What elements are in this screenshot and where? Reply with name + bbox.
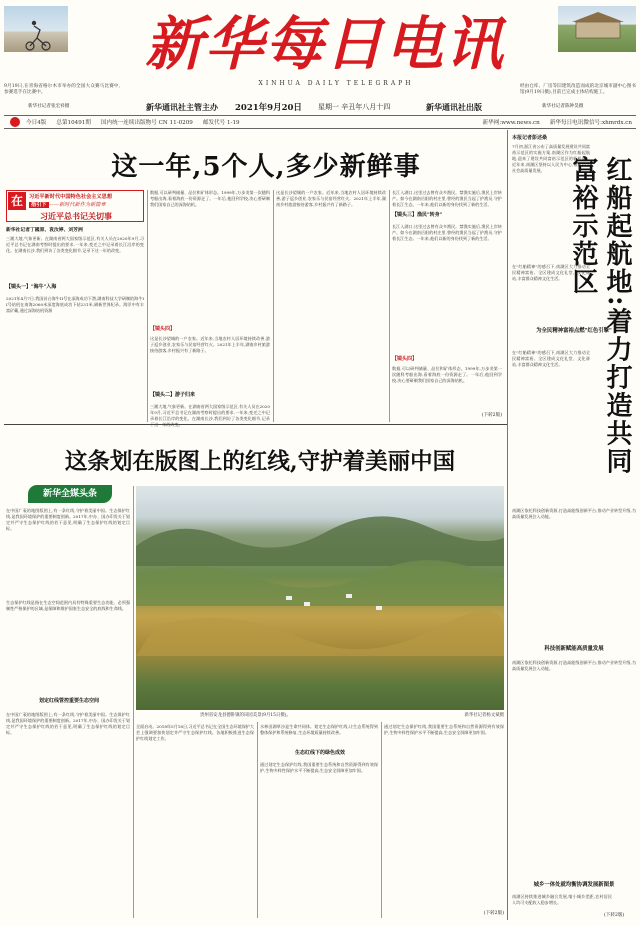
article2-badge [28, 485, 112, 503]
article2-sub2: 生态红线下的绿色成效 [294, 750, 345, 756]
masthead-right-credit: 新华社记者陈钟昊摄 [542, 104, 584, 109]
infobar-bottom-rule [4, 128, 636, 129]
article-divider [4, 424, 507, 425]
infobar-pages: 今日4版 [26, 120, 47, 126]
sidebar-sub2: 科技创新赋能高质量发展 [544, 646, 604, 652]
infobar-cn: 国内统一连续出版物号 CN 11-0209 [100, 120, 193, 126]
article1-col3-text: 这是长沙望城的一户农家。近年来,当地农村人居环境持续改善,游子返乡创业,农家乐与民宿经营红火。2021年上半年,湖南乡村旅游接待游客,乡村振兴有了新路子。 [276, 190, 386, 208]
article2-col1c-text: 在中国广袤的地图版图上,有一条红线,守护着美丽中国。生态保护红线,是我国环境保护的重要制度创新。2017年,中办、国办印发关于划定并严守生态保护红线的若干意见,明确了生态保护红线的划定目标。 [6, 712, 130, 736]
article1-sub4: 【镜头四】 [392, 356, 418, 362]
masthead-title-en: XINHUA DAILY TELEGRAPH [258, 80, 414, 87]
landscape-hills-icon [136, 486, 504, 710]
article2-photo-credit: 新华社记者杨文斌摄 [464, 713, 504, 718]
building-icon [558, 6, 636, 52]
article1-headline: 这一年,5个人,多少新鲜事 [111, 152, 421, 182]
infobar-post: 邮发代号 1-19 [202, 120, 240, 126]
kicker-line2-b: ——新时代新作为新篇章 [48, 202, 106, 208]
article2-col4-text: 通过划定生态保护红线,我国重要生态系统和自然资源得到有效保护,生物多样性保护水平不断提高,生态安全屏障更加牢固。 [384, 724, 504, 736]
article1-col-rule-3 [389, 190, 390, 422]
sidebar-text-1: 7月初,浙江省公布了高质量发展建设共同富裕示范区的实施方案,南湖区作为红船起航地,迎来了建设共同富裕示范区的新机遇。近年来,南湖区坚持以人民为中心,推进经济社会高质量发展。 [512, 144, 590, 174]
article1-col4b-text: 长江入湖口,这里过去曾有众多渔民。禁渔实施后,渔民上岸转产。如今在湖南岳阳的村庄里,曾经的渔民当起了护渔员,守护着长江生态。一年来,他们以新的身份找到了新的生活。 [392, 224, 502, 242]
article2-col-rule-2 [257, 722, 258, 918]
article2-col-rule-1 [133, 486, 134, 918]
article1-col2b-text: 这是长沙望城的一户农家。近年来,当地农村人居环境持续改善,游子返乡创业,农家乐与民宿经营红火。2021年上半年,湖南乡村旅游接待游客,乡村振兴有了新路子。 [150, 336, 270, 354]
article2-headline: 这条划在版图上的红线,守护着美丽中国 [64, 449, 456, 475]
article2-photo [136, 486, 504, 710]
infobar-web: 新华网:www.news.cn [482, 120, 540, 126]
sidebar-text-3: 在"红船精神"的感召下,南湖区大力推动全民精神富裕。全区建成文化礼堂、文化驿站,丰富群众精神文化生活。 [512, 350, 590, 368]
sidebar-text-5: 南湖区依托科技创新资源,打造高能级创新平台,推动产业转型升级,为高质量发展注入动能。 [512, 660, 636, 672]
article1-sub2: 【镜头二】游子归来 [150, 392, 196, 398]
article2-col-rule-3 [381, 722, 382, 918]
infobar-top-rule [4, 115, 636, 116]
article1-col-rule-1 [147, 190, 148, 422]
article2-badge-label: 新华全媒头条 [42, 489, 97, 499]
article1-sub3: 【镜头三】渔民"转身" [392, 212, 443, 218]
article1-col4c-text: 数据,可以研判储量、品位和矿体形态。1999年,万步炎第一次随科考船出海,看着海底一份资源走了。一年后,他回到学校,决心要研制我们国家自己的深海钻机。 [392, 366, 502, 384]
article2-col3b-text: 通过划定生态保护红线,我国重要生态系统和自然资源得到有效保护,生物多样性保护水平不断提高,生态安全屏障更加牢固。 [260, 762, 378, 774]
masthead-title: 新华每日电讯 [144, 10, 505, 78]
article2-col1b-text: 生态保护红线是指在生态空间范围内具有特殊重要生态功能、必须强制性严格保护的区域,是保障和维护国家生态安全的底线和生命线。 [6, 600, 130, 612]
masthead-right-caption: 经由仓库、厂房等旧建筑改造而成的北京城市副中心图书馆(9月19日摄),目前已完成主体结构施工。 [520, 84, 636, 96]
kicker-line2 [29, 201, 106, 208]
article2-jump[interactable]: (下转2版) [483, 911, 504, 916]
masthead-left-credit: 新华社记者张宏祥摄 [28, 104, 70, 109]
sidebar-text-2: 在"红船精神"的感召下,南湖区大力推动全民精神富裕。全区建成文化礼堂、文化驿站,丰富群众精神文化生活。 [512, 264, 590, 282]
article2-photo-caption: 贵州省安龙县德卧镇的田园美景(9月15日摄)。 [200, 713, 291, 718]
article1-byline: 新华社记者丁國原、袁汝婷、刘芳洲 [6, 227, 83, 233]
infobar-issue: 总第10491期 [56, 120, 91, 126]
kicker-line2-a: 指引下 [31, 202, 47, 208]
sidebar-jump[interactable]: (下转2版) [604, 913, 625, 918]
masthead-publisher: 新华通讯社出版 [426, 102, 482, 112]
horse-rider-icon [4, 6, 68, 52]
sidebar-text-4: 南湖区依托科技创新资源,打造高能级创新平台,推动产业转型升级,为高质量发展注入动能。 [512, 508, 636, 520]
article1-col1b-text: 2021年4月7日,我国首台海牛II号在深海成功下潜,湖南科技大学研制的海牛II号钻机在南海2060米深度海底成功下钻231米,刷新世界纪录。海洋中有丰富矿藏,通过深海钻机资源 [6, 296, 144, 314]
infobar-mobile: 新华每日电讯微信号:xhmrdx.cn [549, 120, 632, 126]
masthead-weekday: 星期一 辛丑年八月十四 [318, 103, 391, 111]
masthead-sponsor: 新华通讯社主管主办 [146, 102, 218, 112]
sidebar-text-6: 南湖区持续推进城乡融合发展,缩小城乡差距,农村居民人均可支配收入稳步增长。 [512, 894, 612, 906]
sidebar-sub3: 城乡一体处就均衡协调发展新图景 [533, 882, 615, 888]
article1-sub4a: 【镜头四】 [150, 326, 176, 332]
article1-col2-text: 数据,可以研判储量、品位和矿体形态。1999年,万步炎第一次随科考船出海,看着海底一份资源走了。一年后,他回到学校,决心要研制我们国家自己的深海钻机。 [150, 190, 270, 208]
sidebar-vertical-title: 红船起航地:着力打造共同富裕示范区 [568, 156, 632, 476]
kicker-line1: 习近平新时代中国特色社会主义思想 [29, 194, 113, 200]
xinhua-logo-icon [10, 117, 20, 127]
masthead-right-photo [558, 6, 636, 52]
sidebar-sub1: 为全民精神富裕点燃"红色引擎" [536, 328, 612, 334]
article1-sub1: 【镜头一】"海牛"入海 [6, 284, 57, 290]
kicker-zai: 在 [8, 192, 26, 210]
article1-jump[interactable]: (下转2版) [481, 413, 502, 418]
kicker-line3: 习近平总书记关切事 [40, 211, 112, 221]
article2-col3-text: 水林田湖草沙是生命共同体。划定生态保护红线,让生态系统得到整体保护和系统修复,生态环境质量持续改善。 [260, 724, 378, 736]
article2-sub1: 划定红线管控重要生态空间 [38, 698, 99, 704]
article1-col1-text: 三湘大地,气象更新。在湖南省两大国家级示范区,有关人员在2020年9月,习近平总书记在湖南考察时提出的要求,一年来,变迁之中记录着长江沿岸的变化。在湖南长沙,我们到访了各类变化细节,记录下这一年的改变。 [6, 236, 144, 254]
article1-kicker [6, 190, 144, 222]
masthead-left-photo [4, 6, 68, 52]
infobar [26, 118, 632, 126]
article2-col2-text: 全面启动。2018年5月18日,习近平总书记在全国生态环境保护大会上强调要加快划定并严守生态保护红线。各地积极推进生态保护红线划定工作。 [136, 724, 254, 742]
article1-col-rule-2 [273, 190, 274, 422]
article1-col4-text: 长江入湖口,这里过去曾有众多渔民。禁渔实施后,渔民上岸转产。如今在湖南岳阳的村庄里,曾经的渔民当起了护渔员,守护着长江生态。一年来,他们以新的身份找到了新的生活。 [392, 190, 502, 208]
sidebar-rule [507, 130, 508, 920]
sidebar-label: 本报记者彭述桑 [512, 135, 548, 141]
masthead-left-caption: 9月19日,在青海省格尔木市举办的全国大众赛马比赛中,参赛选手在比赛中。 [4, 84, 120, 96]
article2-col1-text: 在中国广袤的地图版图上,有一条红线,守护着美丽中国。生态保护红线,是我国环境保护的重要制度创新。2017年,中办、国办印发关于划定并严守生态保护红线的若干意见,明确了生态保护红线的划定目标。 [6, 508, 130, 532]
article1-col2c-text: 三湘大地,气象更新。在湖南省两大国家级示范区,有关人员在2020年9月,习近平总书记在湖南考察时提出的要求,一年来,变迁之中记录着长江沿岸的变化。在湖南长沙,我们到访了各类变化细节,记录 [150, 404, 270, 422]
masthead-date: 2021年9月20日 [235, 103, 302, 113]
